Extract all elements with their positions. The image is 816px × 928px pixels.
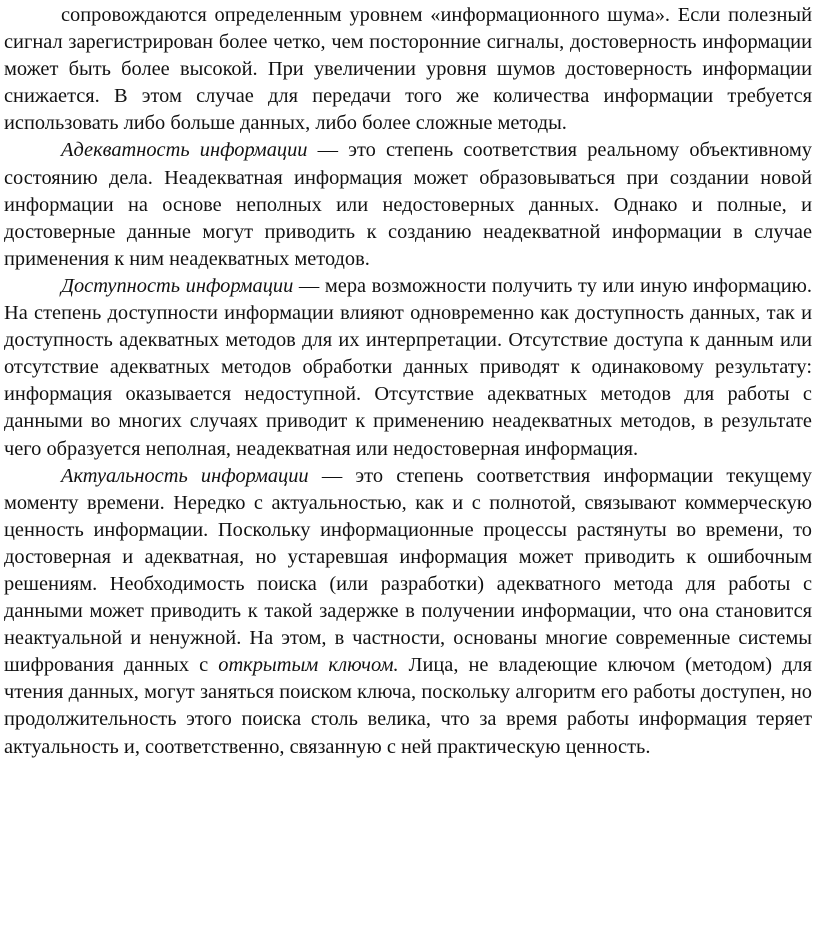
paragraph-text: — это степень соответствия реальному объективному состоянию дела. Неадекватная информация может образовываться при создании новой информации на основе неполных или недостоверных данных. Однако и полные, и достоверные данные могут приводить к созданию неадекватной информации в случае применения к ним неадекватных методов. (4, 139, 812, 270)
paragraph-text: сопровождаются определенным уровнем «информационного шума». Если полезный сигнал зарегистрирован более четко, чем посторонние сигналы, достоверность информации может быть более высокой. При увеличении уровня шумов достоверность информации снижается. В этом случае для передачи того же количества информации требуется использовать либо больше данных, либо более сложные методы. (4, 4, 812, 135)
paragraph-adequacy (4, 137, 812, 272)
paragraph-text: — мера возможности получить ту или иную информацию. На степень доступности информации влияют одновременно как доступность данных, так и доступность адекватных методов для их интерпретации. Отсутствие доступа к данным или отсутствие адекватных методов обработки данных приводят к одинаковому результату: информация оказывается недоступной. Отсутствие адекватных методов для работы с данными во многих случаях приводит к применению неадекватных методов, в результате чего образуется неполная, неадекватная или недостоверная информация. (4, 274, 812, 460)
paragraph-noise (4, 2, 812, 137)
term-relevance: Актуальность информации (61, 464, 309, 487)
term-public-key: открытым ключом. (218, 654, 399, 677)
term-adequacy: Адекватность информации (61, 139, 308, 162)
paragraph-accessibility (4, 273, 812, 463)
paragraph-text: Лица, не владеющие ключом (методом) для чтения данных, могут заняться поиском ключа, поскольку алгоритм его работы доступен, но продолжительность этого поиска столь велика, что за время работы информация теряет актуальность и, соответственно, связанную с ней практическую ценность. (4, 654, 812, 758)
paragraph-text: — это степень соответствия информации текущему моменту времени. Нередко с актуальностью, как и с полнотой, связывают коммерческую ценность информации. Поскольку информационные процессы растянуты во времени, то достоверная и адекватная, но устаревшая информация может приводить к ошибочным решениям. Необходимость поиска (или разработки) адекватного метода для работы с данными может приводить к такой задержке в получении информации, что она становится неактуальной и ненужной. На этом, в частности, основаны многие современные системы шифрования данных с (4, 464, 812, 677)
term-accessibility: Доступность информации (61, 274, 294, 297)
paragraph-relevance (4, 463, 812, 761)
